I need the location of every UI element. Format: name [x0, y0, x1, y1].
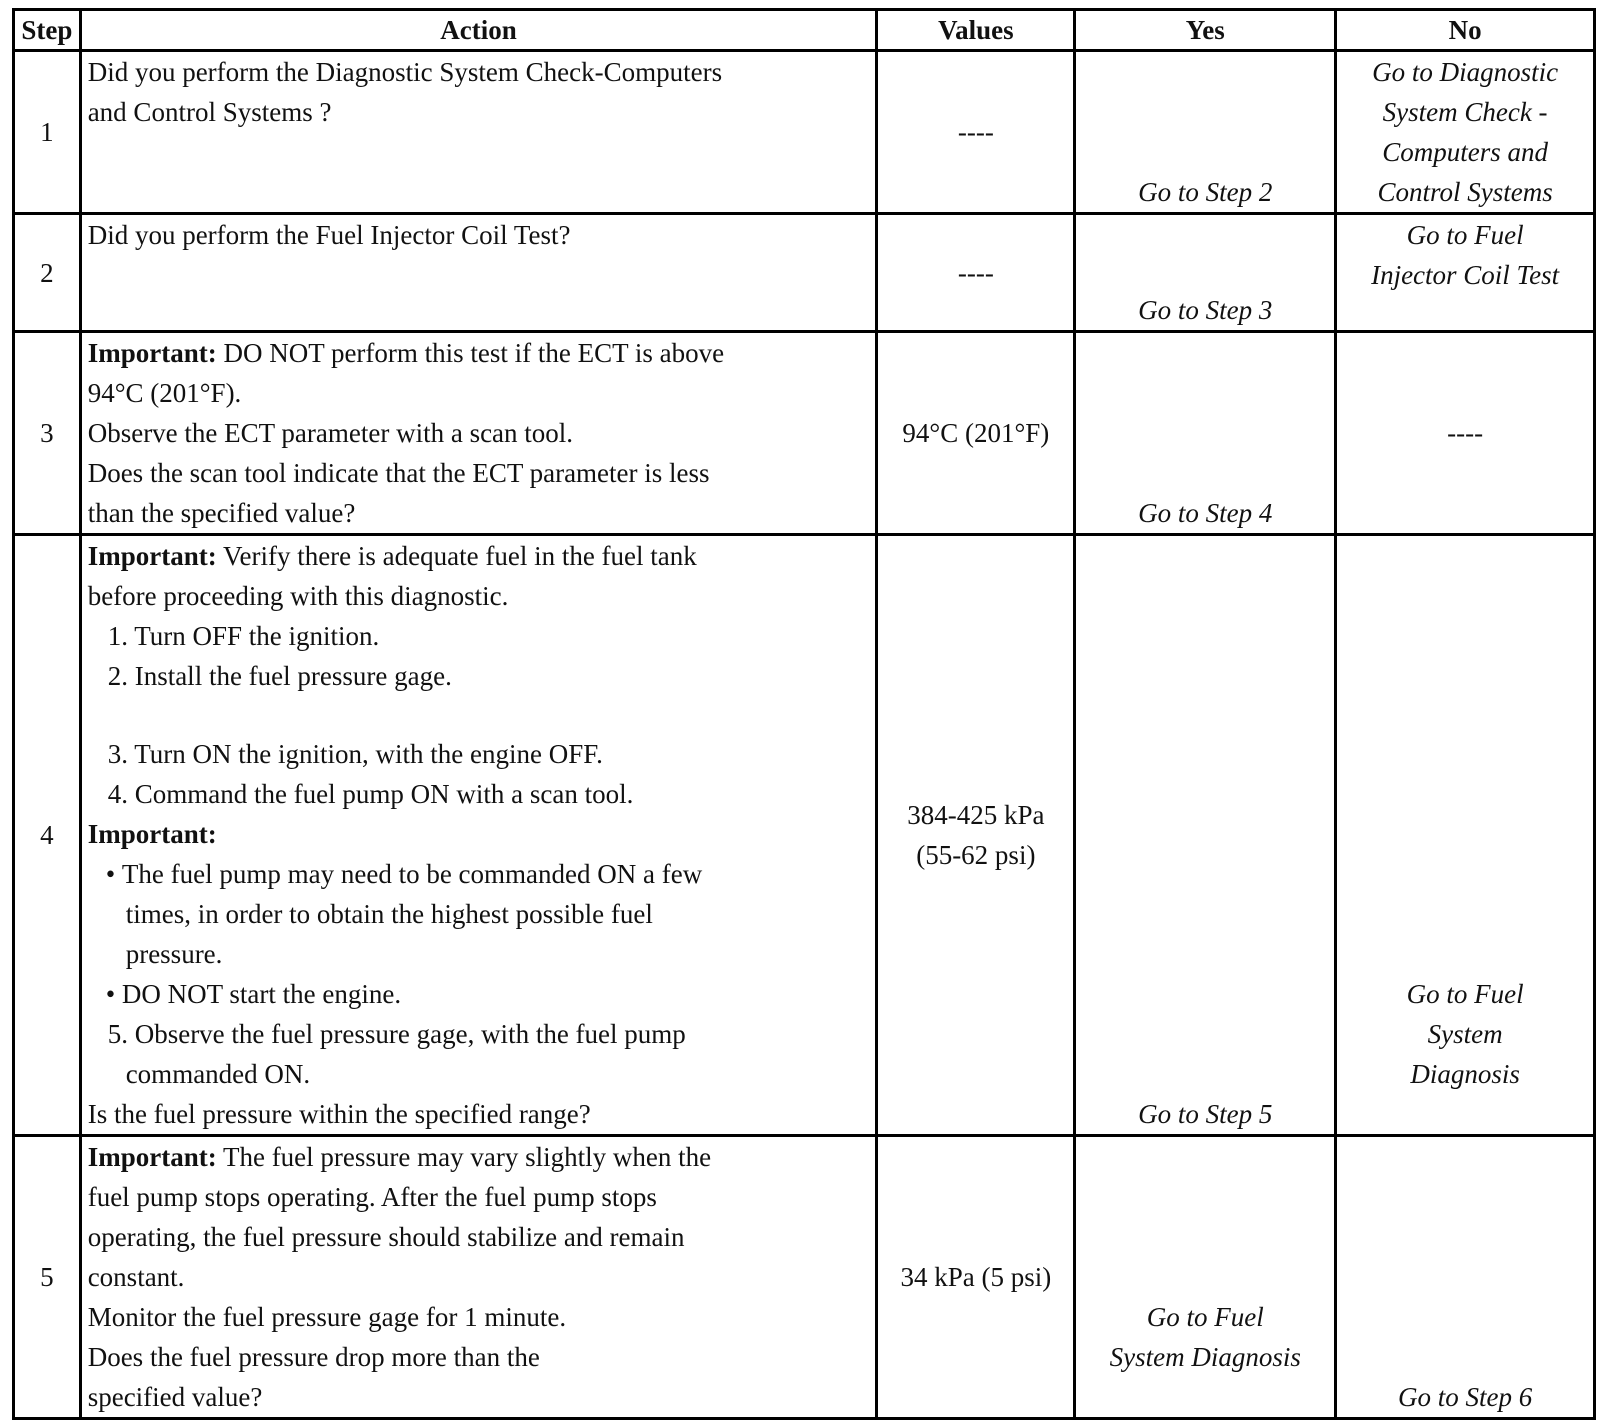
action-question: Is the fuel pressure within the specified range? [87, 1099, 591, 1129]
header-no: No [1336, 10, 1595, 51]
important-note [88, 814, 870, 854]
important-label: Important: [87, 541, 217, 571]
action-line: before proceeding with this diagnostic. [87, 581, 509, 611]
bullet-continuation: times, in order to obtain the highest possible fuel [125, 899, 653, 929]
table-row [14, 535, 1595, 1136]
action-line: Observe the ECT parameter with a scan tool. [87, 418, 574, 448]
step-number: 5 [14, 1136, 81, 1419]
bullet-icon: • [105, 859, 122, 889]
important-label: Important: [87, 338, 217, 368]
step-number: 1 [14, 51, 81, 214]
header-action: Action [80, 10, 877, 51]
bullet-item: • DO NOT start the engine. [105, 979, 402, 1009]
procedure-step: 4. Command the fuel pump ON with a scan tool. [107, 779, 634, 809]
procedure-step: 3. Turn ON the ignition, with the engine OFF. [107, 739, 603, 769]
no-link[interactable]: Go to Fuel Injector Coil Test [1336, 214, 1595, 332]
yes-link[interactable]: Go to Step 4 [1075, 332, 1336, 535]
action-line: Does the scan tool indicate that the ECT parameter is less [87, 458, 710, 488]
action-line: than the specified value? [87, 498, 356, 528]
action-cell [80, 1136, 877, 1419]
table-row [14, 214, 1595, 332]
step-number: 4 [14, 535, 81, 1136]
action-line: Does the fuel pressure drop more than the [87, 1342, 540, 1372]
action-line: and Control Systems ? [87, 97, 332, 127]
important-note [88, 536, 870, 576]
spacer [88, 696, 870, 734]
no-link[interactable]: Go to Step 6 [1336, 1136, 1595, 1419]
no-link[interactable]: Go to Fuel System Diagnosis [1336, 535, 1595, 1136]
action-line: operating, the fuel pressure should stabilize and remain [87, 1222, 685, 1252]
action-cell [80, 332, 877, 535]
important-note [88, 333, 870, 373]
bullet-icon: • [105, 979, 122, 1009]
action-line: specified value? [87, 1382, 263, 1412]
value-cell: ---- [877, 214, 1075, 332]
procedure-step: 1. Turn OFF the ignition. [107, 621, 380, 651]
no-link[interactable]: Go to Diagnostic System Check - Computers and Control Systems [1336, 51, 1595, 214]
yes-link[interactable]: Go to Fuel System Diagnosis [1075, 1136, 1336, 1419]
action-line: fuel pump stops operating. After the fuel pump stops [87, 1182, 657, 1212]
action-cell [80, 214, 877, 332]
important-text: The fuel pressure may vary slightly when the [216, 1142, 712, 1172]
bullet-item: • The fuel pump may need to be commanded ON a few [105, 859, 703, 889]
procedure-step: 5. Observe the fuel pressure gage, with the fuel pump [107, 1019, 686, 1049]
diagnostic-table [12, 8, 1596, 1420]
yes-link[interactable]: Go to Step 3 [1075, 214, 1336, 332]
table-row [14, 332, 1595, 535]
yes-link[interactable]: Go to Step 5 [1075, 535, 1336, 1136]
header-step: Step [14, 10, 81, 51]
action-line: Monitor the fuel pressure gage for 1 minute. [87, 1302, 567, 1332]
value-cell: ---- [877, 51, 1075, 214]
action-line: 94°C (201°F). [87, 378, 242, 408]
important-text: DO NOT perform this test if the ECT is above [216, 338, 725, 368]
action-line: Did you perform the Fuel Injector Coil Test? [87, 220, 571, 250]
action-cell [80, 535, 877, 1136]
table-row [14, 1136, 1595, 1419]
procedure-step: 2. Install the fuel pressure gage. [107, 661, 452, 691]
step-number: 3 [14, 332, 81, 535]
header-row [14, 10, 1595, 51]
bullet-continuation: pressure. [125, 939, 223, 969]
header-values: Values [877, 10, 1075, 51]
action-cell [80, 51, 877, 214]
important-label: Important: [87, 1142, 217, 1172]
value-cell: 94°C (201°F) [877, 332, 1075, 535]
procedure-step-continuation: commanded ON. [125, 1059, 311, 1089]
important-text: Verify there is adequate fuel in the fuel tank [216, 541, 697, 571]
table-row [14, 51, 1595, 214]
header-yes: Yes [1075, 10, 1336, 51]
important-label: Important: [87, 819, 217, 849]
yes-link[interactable]: Go to Step 2 [1075, 51, 1336, 214]
step-number: 2 [14, 214, 81, 332]
value-cell: 34 kPa (5 psi) [877, 1136, 1075, 1419]
action-line: constant. [87, 1262, 185, 1292]
value-cell: 384-425 kPa (55-62 psi) [877, 535, 1075, 1136]
action-line: Did you perform the Diagnostic System Check-Computers [87, 57, 723, 87]
no-cell: ---- [1336, 332, 1595, 535]
important-note [88, 1137, 870, 1177]
